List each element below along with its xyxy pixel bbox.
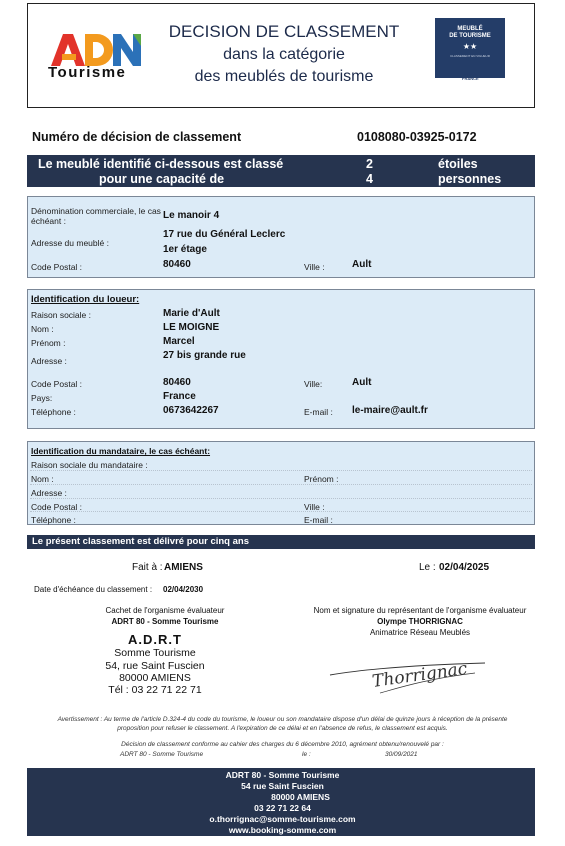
footer-line-2: 54 rue Saint Fuscien bbox=[241, 781, 324, 791]
loueur-prenom-label: Prénom : bbox=[31, 338, 66, 348]
signature-name: Olympe THORRIGNAC bbox=[377, 617, 463, 626]
stamp-line-3: 80000 AMIENS bbox=[119, 672, 191, 684]
signature-mark bbox=[325, 655, 495, 700]
atout-text: ATOUT bbox=[463, 72, 478, 77]
denomination-value: Le manoir 4 bbox=[163, 210, 220, 221]
agrement-org: ADRT 80 - Somme Tourisme bbox=[120, 751, 204, 758]
loueur-title: Identification du loueur: bbox=[31, 294, 140, 305]
footer-line-3: 80000 AMIENS bbox=[271, 792, 330, 802]
adn-letter-d bbox=[85, 34, 113, 66]
adresse-meuble-line1: 17 rue du Général Leclerc bbox=[163, 229, 286, 240]
footer-email[interactable]: o.thorrignac@somme-tourisme.com bbox=[209, 814, 356, 824]
badge-line-1: MEUBLÉ bbox=[457, 26, 483, 32]
loueur-pays-label: Pays: bbox=[31, 393, 53, 403]
adn-bar bbox=[62, 54, 76, 60]
divider bbox=[30, 511, 532, 512]
fait-label: Fait à : bbox=[132, 562, 163, 573]
meuble-ville-value: Ault bbox=[352, 259, 372, 270]
loueur-cp-label: Code Postal : bbox=[31, 379, 83, 389]
cachet-title: Cachet de l'organisme évaluateur bbox=[105, 606, 225, 615]
divider bbox=[30, 498, 532, 499]
loueur-ville-label: Ville: bbox=[304, 379, 323, 389]
stars-value: 2 bbox=[366, 157, 373, 171]
stamp-tel: Tél : 03 22 71 22 71 bbox=[108, 684, 202, 696]
stamp-line-2: 54, rue Saint Fuscien bbox=[105, 660, 205, 672]
stamp-name: A.D.R.T bbox=[128, 632, 182, 647]
decision-number: 0108080-03925-0172 bbox=[357, 130, 477, 144]
loueur-pays-value: France bbox=[163, 391, 196, 402]
page-title: DECISION DE CLASSEMENT bbox=[168, 22, 400, 41]
mandataire-email-label: E-mail : bbox=[304, 515, 333, 525]
meuble-cp-value: 80460 bbox=[163, 259, 191, 270]
france-text: FRANCE bbox=[462, 76, 479, 81]
denomination-label-1: Dénomination commerciale, le cas bbox=[31, 206, 161, 216]
mandataire-adresse-label: Adresse : bbox=[31, 488, 67, 498]
banner-line-2: pour une capacité de bbox=[99, 172, 225, 186]
capacity-value: 4 bbox=[366, 172, 373, 186]
loueur-adresse-value: 27 bis grande rue bbox=[163, 350, 246, 361]
loueur-ville-value: Ault bbox=[352, 377, 372, 388]
classification-badge bbox=[435, 18, 505, 78]
loueur-email-label: E-mail : bbox=[304, 407, 333, 417]
le-label: Le : bbox=[419, 562, 436, 573]
divider bbox=[30, 484, 532, 485]
loueur-adresse-label: Adresse : bbox=[31, 356, 67, 366]
adresse-meuble-label: Adresse du meublé : bbox=[31, 238, 109, 248]
loueur-panel bbox=[27, 289, 535, 429]
loueur-raison-label: Raison sociale : bbox=[31, 310, 92, 320]
meuble-ville-label: Ville : bbox=[304, 262, 325, 272]
avertissement-line-3: Décision de classement conforme au cahier des charges du 6 décembre 2010, agrément obtenu/renouvelé par : bbox=[121, 741, 444, 748]
loueur-email-value[interactable]: le-maire@ault.fr bbox=[352, 405, 428, 416]
badge-line-2: DE TOURISME bbox=[449, 33, 491, 39]
denomination-label-2: échéant : bbox=[31, 216, 66, 226]
avertissement-line-2: proposition pour refuser le classement. A l'expiration de ce délai et en l'absence de refus, le classement est acquis. bbox=[117, 725, 448, 732]
footer-line-1: ADRT 80 - Somme Tourisme bbox=[225, 770, 340, 780]
mandataire-prenom-label: Prénom : bbox=[304, 474, 339, 484]
echeance-value: 02/04/2030 bbox=[163, 585, 204, 594]
page-subtitle-2: des meublés de tourisme bbox=[194, 68, 374, 85]
validity-text: Le présent classement est délivré pour cinq ans bbox=[32, 536, 249, 547]
stars-unit: étoiles bbox=[438, 157, 478, 171]
loueur-nom-label: Nom : bbox=[31, 324, 54, 334]
adn-letter-a bbox=[51, 34, 85, 66]
avertissement-line-1: Avertissement : Au terme de l'article D.324-4 du code du tourisme, le loueur ou son mandataire dispose d'un délai de quinze jours à réception de la présente bbox=[57, 716, 508, 723]
loueur-tel-value: 0673642267 bbox=[163, 405, 219, 416]
page-subtitle-1: dans la catégorie bbox=[223, 46, 345, 63]
signature-handwriting: Thorrignac bbox=[370, 658, 469, 692]
mandataire-raison-label: Raison sociale du mandataire : bbox=[31, 460, 148, 470]
adresse-meuble-line2: 1er étage bbox=[163, 244, 207, 255]
stamp-line-1: Somme Tourisme bbox=[114, 647, 196, 659]
footer-website[interactable]: www.booking-somme.com bbox=[228, 825, 337, 835]
echeance-label: Date d'échéance du classement : bbox=[34, 585, 153, 594]
loueur-cp-value: 80460 bbox=[163, 377, 191, 388]
decision-label: Numéro de décision de classement bbox=[32, 130, 242, 144]
banner-line-1: Le meublé identifié ci-dessous est classé bbox=[38, 157, 284, 171]
star-icon: ★★ bbox=[462, 42, 478, 51]
mandataire-tel-label: Téléphone : bbox=[31, 515, 76, 525]
agrement-le-label: le : bbox=[302, 751, 311, 758]
loueur-raison-value: Marie d'Ault bbox=[163, 308, 220, 319]
cachet-org: ADRT 80 - Somme Tourisme bbox=[111, 617, 219, 626]
footer-line-4: 03 22 71 22 64 bbox=[254, 803, 311, 813]
mandataire-nom-label: Nom : bbox=[31, 474, 54, 484]
divider bbox=[30, 470, 532, 471]
logo-tourisme-text: Tourisme bbox=[48, 64, 127, 81]
loueur-prenom-value: Marcel bbox=[163, 336, 195, 347]
mandataire-ville-label: Ville : bbox=[304, 502, 325, 512]
badge-small-text: CLASSEMENT EN VIGUEUR bbox=[450, 54, 490, 58]
mandataire-cp-label: Code Postal : bbox=[31, 502, 83, 512]
signature-role: Animatrice Réseau Meublés bbox=[369, 628, 471, 637]
fait-value: AMIENS bbox=[164, 562, 203, 573]
capacity-unit: personnes bbox=[438, 172, 502, 186]
agrement-date: 30/09/2021 bbox=[385, 751, 418, 758]
loueur-nom-value: LE MOIGNE bbox=[163, 322, 220, 333]
loueur-tel-label: Téléphone : bbox=[31, 407, 76, 417]
le-value: 02/04/2025 bbox=[439, 562, 490, 573]
signature-title: Nom et signature du représentant de l'organisme évaluateur bbox=[313, 606, 527, 615]
mandataire-title: Identification du mandataire, le cas échéant: bbox=[31, 446, 211, 456]
atout-france-logo bbox=[462, 73, 479, 81]
meuble-cp-label: Code Postal : bbox=[31, 262, 83, 272]
